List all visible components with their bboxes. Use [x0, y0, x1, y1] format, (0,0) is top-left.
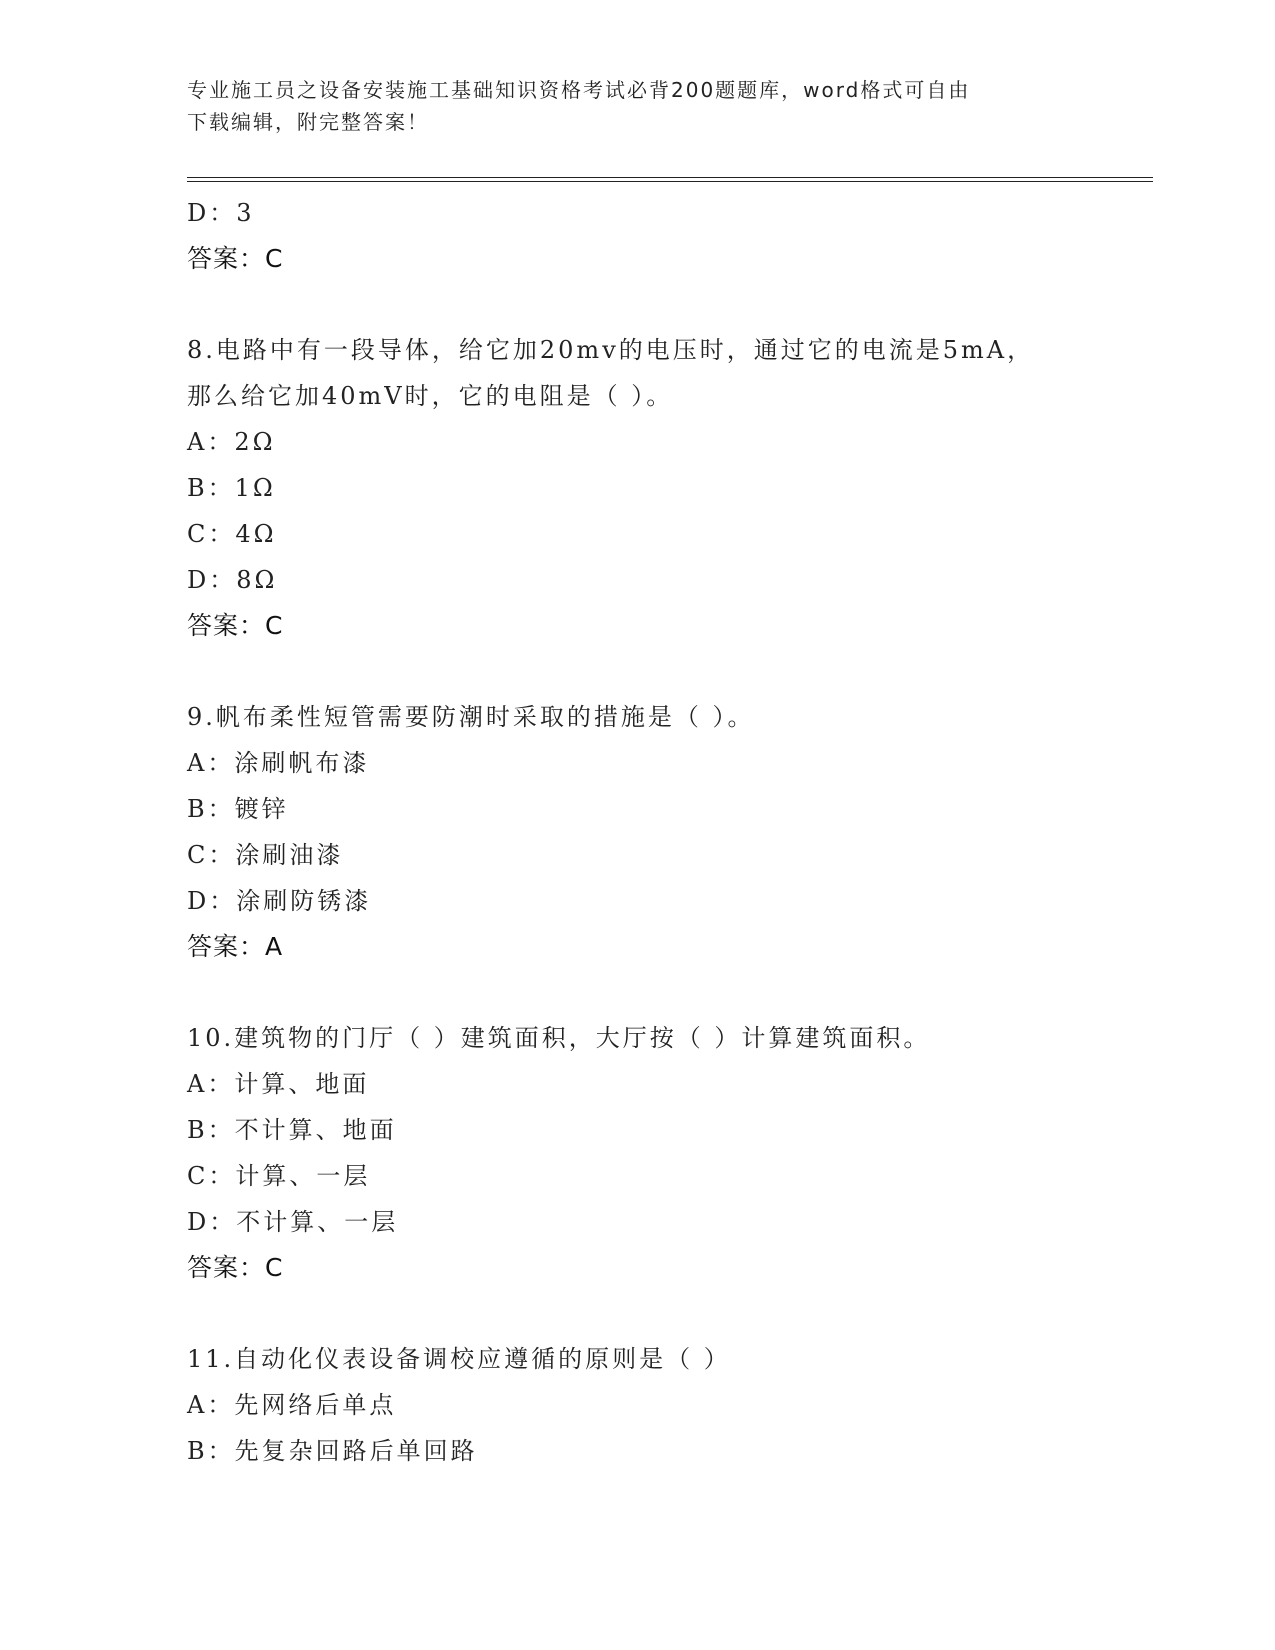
answer-line: 答案：C: [187, 611, 284, 640]
question-stem-line: 11.自动化仪表设备调校应遵循的原则是（ ）: [187, 1345, 731, 1373]
question-stem-line: 8.电路中有一段导体，给它加20mv的电压时，通过它的电流是5mA，: [187, 336, 1035, 364]
option-c: C：计算、一层: [187, 1162, 371, 1190]
header-divider-bottom: [187, 181, 1153, 182]
option-d: D：不计算、一层: [187, 1208, 399, 1236]
answer-line: 答案：C: [187, 244, 284, 273]
option-b: B：1Ω: [187, 474, 276, 502]
question-11: [187, 1336, 1153, 1474]
option-b: B：先复杂回路后单回路: [187, 1437, 478, 1465]
document-header: [187, 74, 1067, 138]
option-d: D：3: [187, 199, 255, 227]
header-divider-top: [187, 177, 1153, 178]
answer-line: 答案：A: [187, 932, 284, 961]
question-list: [187, 190, 1153, 1474]
option-c: C：4Ω: [187, 520, 277, 548]
question-stem-line: 那么给它加40mV时，它的电阻是（ ）。: [187, 382, 674, 410]
option-d: D：涂刷防锈漆: [187, 887, 372, 915]
option-b: B：不计算、地面: [187, 1116, 397, 1144]
option-b: B：镀锌: [187, 795, 289, 823]
question-10: [187, 1015, 1153, 1291]
question-9: [187, 694, 1153, 970]
previous-question-tail: [187, 190, 1153, 282]
answer-line: 答案：C: [187, 1253, 284, 1282]
header-title-line-2: 下载编辑，附完整答案！: [187, 110, 429, 134]
question-stem-line: 10.建筑物的门厅（ ）建筑面积，大厅按（ ）计算建筑面积。: [187, 1024, 931, 1052]
option-a: A：计算、地面: [187, 1070, 370, 1098]
question-8: [187, 327, 1153, 649]
option-a: A：涂刷帆布漆: [187, 749, 370, 777]
option-c: C：涂刷油漆: [187, 841, 344, 869]
header-title-line-1: 专业施工员之设备安装施工基础知识资格考试必背200题题库，word格式可自由: [187, 78, 971, 102]
option-d: D：8Ω: [187, 566, 278, 594]
question-stem-line: 9.帆布柔性短管需要防潮时采取的措施是（ ）。: [187, 703, 755, 731]
option-a: A：2Ω: [187, 428, 276, 456]
option-a: A：先网络后单点: [187, 1391, 397, 1419]
